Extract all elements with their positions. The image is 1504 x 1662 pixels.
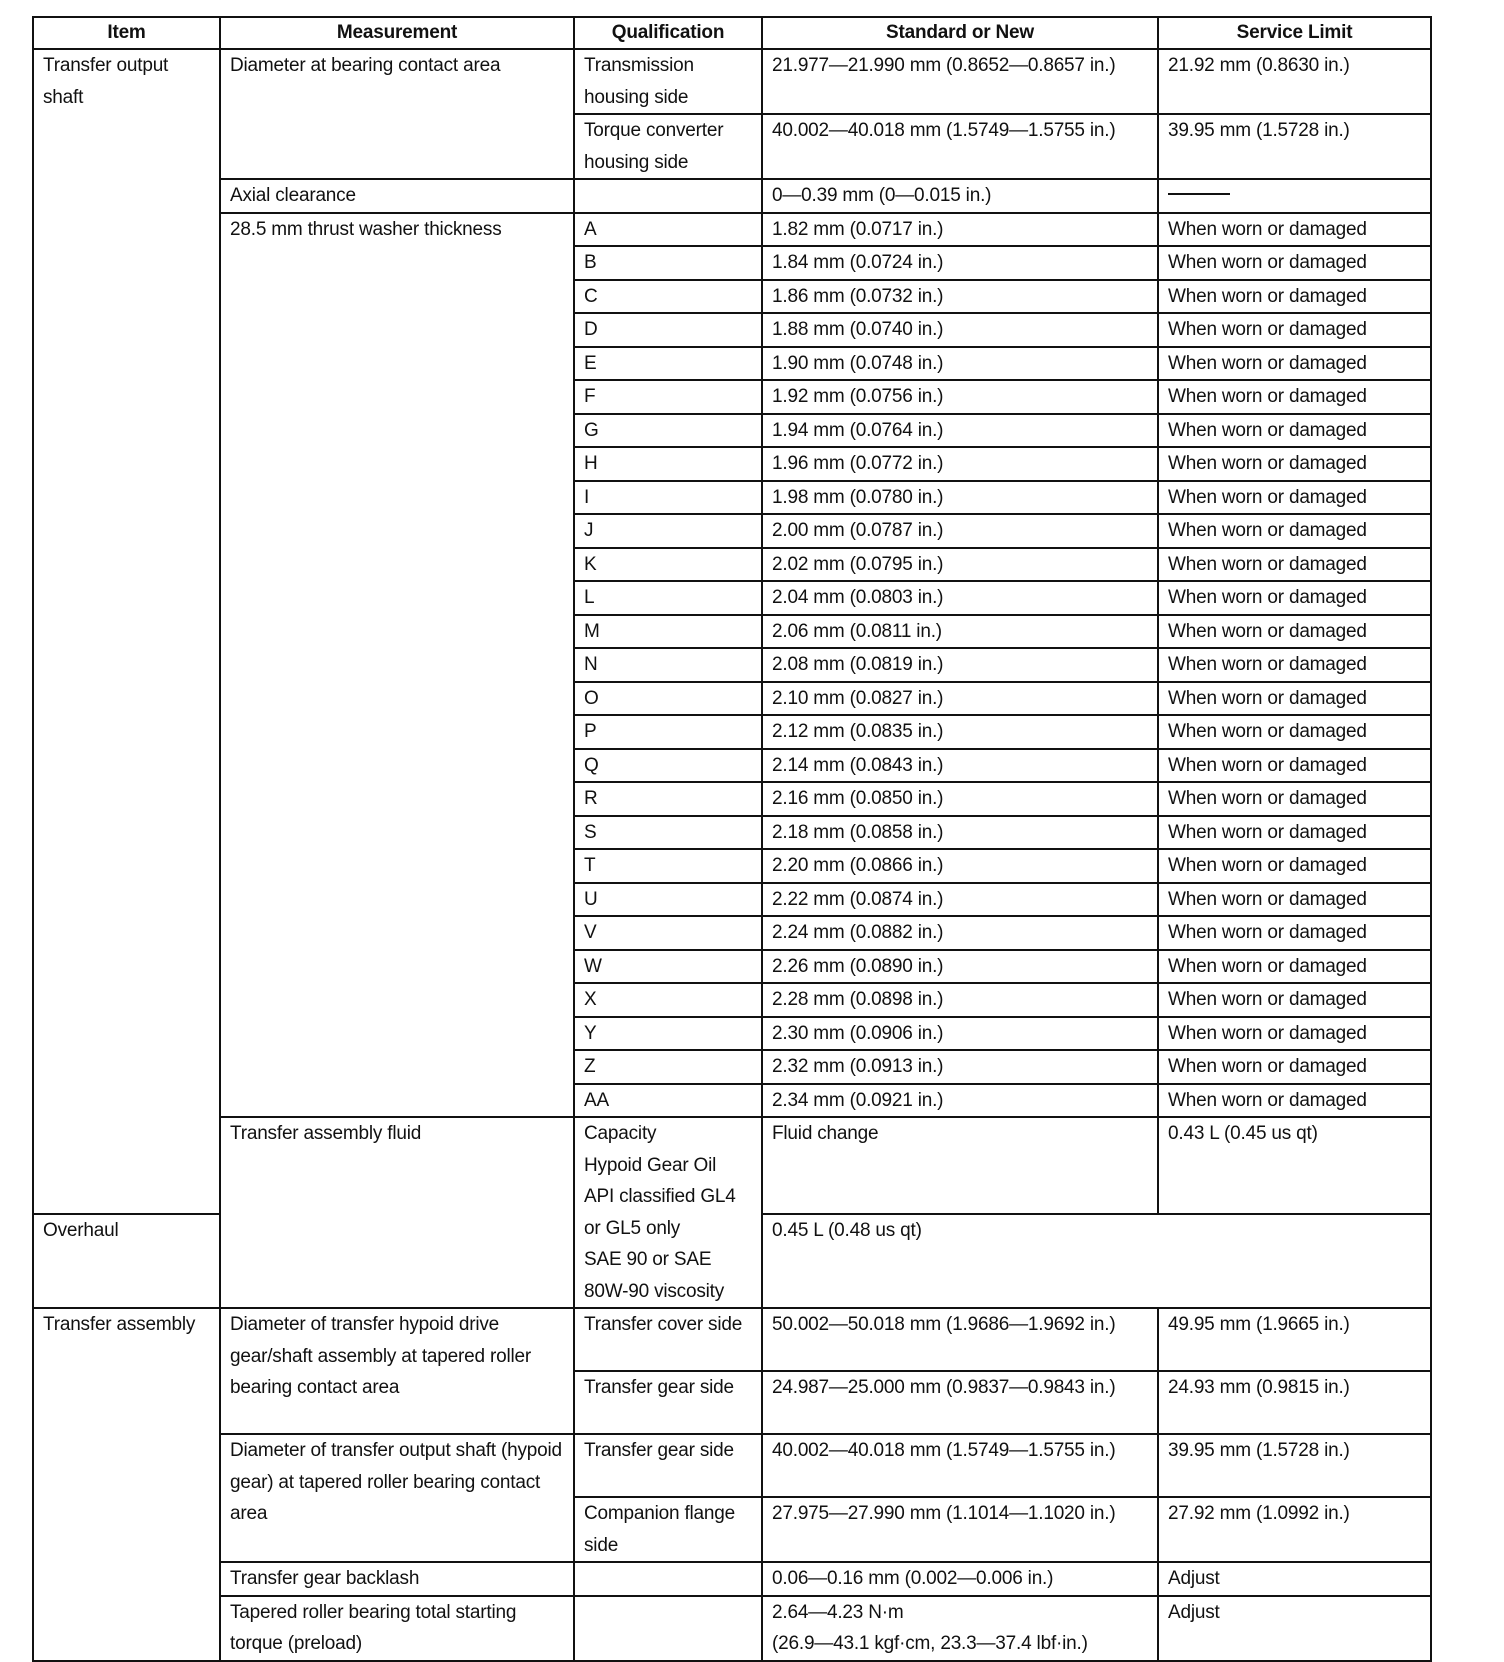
standard-cell: 1.94 mm (0.0764 in.) <box>762 414 1158 448</box>
table-row <box>33 1434 1431 1497</box>
limit-cell: When worn or damaged <box>1158 414 1431 448</box>
item-cell: Transfer assembly fluid <box>220 1117 574 1308</box>
qualification-cell <box>574 179 762 213</box>
qualification-cell: K <box>574 548 762 582</box>
qualification-cell: Transmission housing side <box>574 49 762 114</box>
limit-cell: When worn or damaged <box>1158 514 1431 548</box>
standard-cell: 2.12 mm (0.0835 in.) <box>762 715 1158 749</box>
limit-cell: When worn or damaged <box>1158 648 1431 682</box>
standard-cell: 2.26 mm (0.0890 in.) <box>762 950 1158 984</box>
qualification-cell: Z <box>574 1050 762 1084</box>
qualification-cell: E <box>574 347 762 381</box>
standard-cell: 2.00 mm (0.0787 in.) <box>762 514 1158 548</box>
table-row <box>33 1562 1431 1596</box>
measurement-cell: Diameter of transfer output shaft (hypoid gear) at tapered roller bearing contact area <box>220 1434 574 1562</box>
qualification-cell: Companion flange side <box>574 1497 762 1562</box>
limit-cell: When worn or damaged <box>1158 950 1431 984</box>
qualification-cell: Overhaul <box>33 1214 220 1308</box>
standard-cell: 1.88 mm (0.0740 in.) <box>762 313 1158 347</box>
standard-cell: 2.06 mm (0.0811 in.) <box>762 615 1158 649</box>
limit-cell: When worn or damaged <box>1158 447 1431 481</box>
qualification-cell: J <box>574 514 762 548</box>
qualification-cell: Transfer gear side <box>574 1434 762 1497</box>
standard-cell: 1.82 mm (0.0717 in.) <box>762 213 1158 247</box>
standard-cell: 1.96 mm (0.0772 in.) <box>762 447 1158 481</box>
limit-cell: Adjust <box>1158 1596 1431 1661</box>
limit-cell: 27.92 mm (1.0992 in.) <box>1158 1497 1431 1562</box>
standard-cell: 2.10 mm (0.0827 in.) <box>762 682 1158 716</box>
standard-cell: 2.18 mm (0.0858 in.) <box>762 816 1158 850</box>
limit-cell: When worn or damaged <box>1158 1084 1431 1118</box>
header-standard: Standard or New <box>762 17 1158 49</box>
limit-cell: When worn or damaged <box>1158 849 1431 883</box>
standard-cell: 2.24 mm (0.0882 in.) <box>762 916 1158 950</box>
standard-cell: 40.002—40.018 mm (1.5749—1.5755 in.) <box>762 1434 1158 1497</box>
limit-cell <box>1158 179 1431 213</box>
standard-cell: 2.14 mm (0.0843 in.) <box>762 749 1158 783</box>
table-row <box>33 1117 1431 1214</box>
no-limit-dash <box>1168 193 1230 195</box>
standard-cell: 1.92 mm (0.0756 in.) <box>762 380 1158 414</box>
measurement-cell <box>574 1117 762 1308</box>
service-spec-table <box>32 16 1432 1662</box>
qualification-cell: T <box>574 849 762 883</box>
qualification-cell: G <box>574 414 762 448</box>
standard-cell: 2.30 mm (0.0906 in.) <box>762 1017 1158 1051</box>
qualification-cell: Torque converter housing side <box>574 114 762 179</box>
qualification-cell: P <box>574 715 762 749</box>
limit-cell: 24.93 mm (0.9815 in.) <box>1158 1371 1431 1434</box>
limit-cell: When worn or damaged <box>1158 615 1431 649</box>
limit-cell: When worn or damaged <box>1158 280 1431 314</box>
limit-cell: When worn or damaged <box>1158 682 1431 716</box>
limit-cell: When worn or damaged <box>1158 883 1431 917</box>
item-cell: Transfer assembly <box>33 1308 220 1661</box>
limit-cell: 39.95 mm (1.5728 in.) <box>1158 1434 1431 1497</box>
measurement-cell: 28.5 mm thrust washer thickness <box>220 213 574 1118</box>
measurement-cell: Transfer gear backlash <box>220 1562 574 1596</box>
limit-cell: When worn or damaged <box>1158 213 1431 247</box>
standard-cell: 0.06—0.16 mm (0.002—0.006 in.) <box>762 1562 1158 1596</box>
qualification-cell: D <box>574 313 762 347</box>
qualification-cell: AA <box>574 1084 762 1118</box>
limit-cell: When worn or damaged <box>1158 916 1431 950</box>
table-row <box>33 179 1431 213</box>
limit-cell: When worn or damaged <box>1158 1050 1431 1084</box>
qualification-cell: A <box>574 213 762 247</box>
qualification-cell <box>574 1596 762 1661</box>
qualification-cell: M <box>574 615 762 649</box>
standard-cell: 2.34 mm (0.0921 in.) <box>762 1084 1158 1118</box>
qualification-cell: N <box>574 648 762 682</box>
qualification-cell: H <box>574 447 762 481</box>
header-measurement: Measurement <box>220 17 574 49</box>
limit-cell: 49.95 mm (1.9665 in.) <box>1158 1308 1431 1371</box>
table-row <box>33 1308 1431 1371</box>
limit-cell: When worn or damaged <box>1158 983 1431 1017</box>
standard-cell <box>762 1596 1158 1661</box>
qualification-cell: O <box>574 682 762 716</box>
standard-cell: 2.16 mm (0.0850 in.) <box>762 782 1158 816</box>
measurement-line: Hypoid Gear Oil <box>584 1154 717 1176</box>
washer-row <box>33 213 1431 247</box>
limit-cell: When worn or damaged <box>1158 313 1431 347</box>
qualification-cell: V <box>574 916 762 950</box>
header-item: Item <box>33 17 220 49</box>
header-service-limit: Service Limit <box>1158 17 1431 49</box>
table-row <box>33 49 1431 114</box>
standard-cell: 40.002—40.018 mm (1.5749—1.5755 in.) <box>762 114 1158 179</box>
standard-cell: 1.98 mm (0.0780 in.) <box>762 481 1158 515</box>
measurement-line: Capacity <box>584 1123 657 1144</box>
qualification-cell: U <box>574 883 762 917</box>
limit-cell: When worn or damaged <box>1158 581 1431 615</box>
limit-cell: Adjust <box>1158 1562 1431 1596</box>
measurement-cell: Diameter at bearing contact area <box>220 49 574 179</box>
standard-cell: 50.002—50.018 mm (1.9686—1.9692 in.) <box>762 1308 1158 1371</box>
qualification-cell: C <box>574 280 762 314</box>
limit-cell: When worn or damaged <box>1158 782 1431 816</box>
standard-cell: 2.02 mm (0.0795 in.) <box>762 548 1158 582</box>
standard-cell: 2.20 mm (0.0866 in.) <box>762 849 1158 883</box>
standard-cell: 1.84 mm (0.0724 in.) <box>762 246 1158 280</box>
qualification-cell: Q <box>574 749 762 783</box>
limit-cell: When worn or damaged <box>1158 380 1431 414</box>
standard-cell: 2.28 mm (0.0898 in.) <box>762 983 1158 1017</box>
qualification-cell: S <box>574 816 762 850</box>
measurement-line: API classified GL4 or GL5 only <box>584 1186 736 1239</box>
standard-cell: 2.32 mm (0.0913 in.) <box>762 1050 1158 1084</box>
measurement-cell: Tapered roller bearing total starting torque (preload) <box>220 1596 574 1661</box>
qualification-cell: B <box>574 246 762 280</box>
standard-cell: 2.22 mm (0.0874 in.) <box>762 883 1158 917</box>
limit-cell: When worn or damaged <box>1158 715 1431 749</box>
limit-cell: When worn or damaged <box>1158 481 1431 515</box>
limit-cell: When worn or damaged <box>1158 1017 1431 1051</box>
standard-cell: 0—0.39 mm (0—0.015 in.) <box>762 179 1158 213</box>
header-qualification: Qualification <box>574 17 762 49</box>
limit-cell: When worn or damaged <box>1158 749 1431 783</box>
qualification-cell: Transfer gear side <box>574 1371 762 1434</box>
standard-cell: 27.975—27.990 mm (1.1014—1.1020 in.) <box>762 1497 1158 1562</box>
measurement-line: SAE 90 or SAE 80W-90 viscosity <box>584 1249 725 1302</box>
qualification-cell: Y <box>574 1017 762 1051</box>
standard-cell: 0.45 L (0.48 us qt) <box>762 1214 1431 1308</box>
measurement-cell: Diameter of transfer hypoid drive gear/shaft assembly at tapered roller bearing contact area <box>220 1308 574 1434</box>
standard-cell: 1.86 mm (0.0732 in.) <box>762 280 1158 314</box>
table-row <box>33 1596 1431 1661</box>
qualification-cell: Transfer cover side <box>574 1308 762 1371</box>
standard-line: 2.64—4.23 N·m <box>772 1601 904 1623</box>
qualification-cell: W <box>574 950 762 984</box>
limit-cell: When worn or damaged <box>1158 347 1431 381</box>
qualification-cell: R <box>574 782 762 816</box>
standard-line: (26.9—43.1 kgf·cm, 23.3—37.4 lbf·in.) <box>772 1633 1088 1654</box>
header-row <box>33 17 1431 49</box>
qualification-cell: F <box>574 380 762 414</box>
item-cell: Transfer output shaft <box>33 49 220 1214</box>
limit-cell: When worn or damaged <box>1158 246 1431 280</box>
standard-cell: 0.43 L (0.45 us qt) <box>1158 1117 1431 1214</box>
limit-cell: When worn or damaged <box>1158 548 1431 582</box>
qualification-cell: X <box>574 983 762 1017</box>
qualification-cell: I <box>574 481 762 515</box>
limit-cell: 21.92 mm (0.8630 in.) <box>1158 49 1431 114</box>
standard-cell: 2.08 mm (0.0819 in.) <box>762 648 1158 682</box>
limit-cell: When worn or damaged <box>1158 816 1431 850</box>
qualification-cell <box>574 1562 762 1596</box>
qualification-cell: L <box>574 581 762 615</box>
qualification-cell: Fluid change <box>762 1117 1158 1214</box>
standard-cell: 1.90 mm (0.0748 in.) <box>762 347 1158 381</box>
limit-cell: 39.95 mm (1.5728 in.) <box>1158 114 1431 179</box>
measurement-cell: Axial clearance <box>220 179 574 213</box>
standard-cell: 24.987—25.000 mm (0.9837—0.9843 in.) <box>762 1371 1158 1434</box>
standard-cell: 2.04 mm (0.0803 in.) <box>762 581 1158 615</box>
standard-cell: 21.977—21.990 mm (0.8652—0.8657 in.) <box>762 49 1158 114</box>
